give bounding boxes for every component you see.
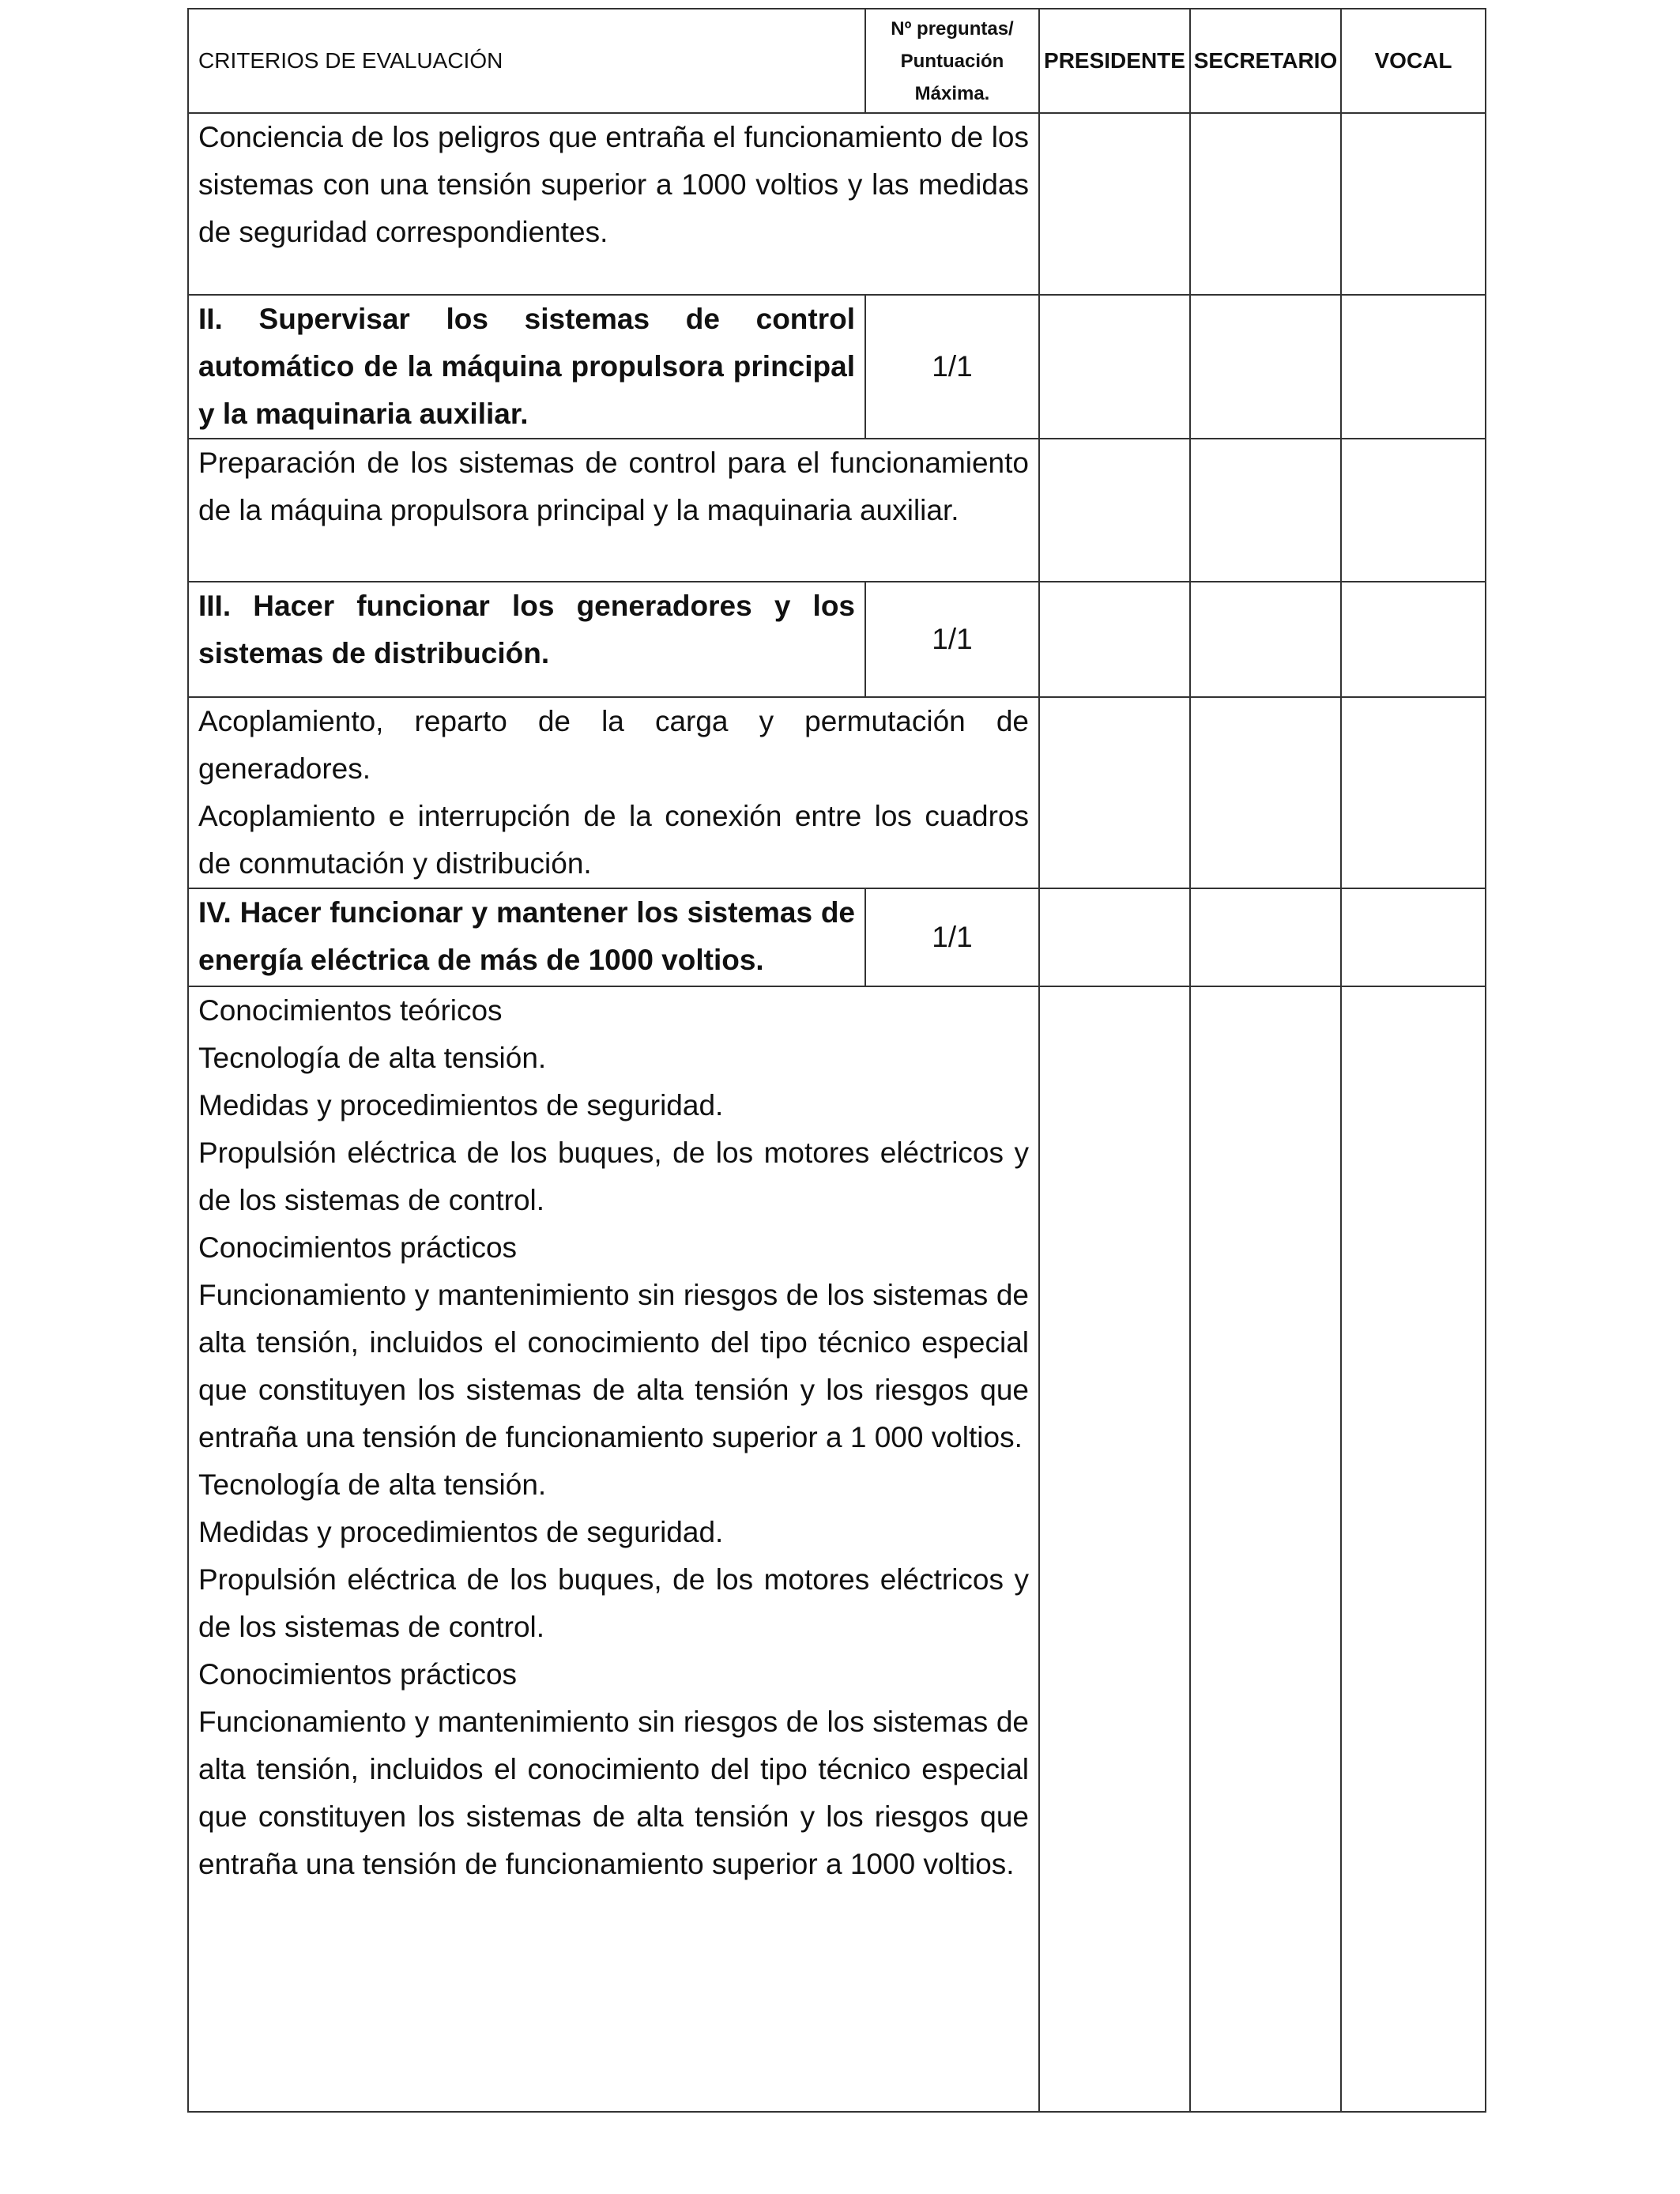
score-cell-presidente[interactable] <box>1039 439 1190 582</box>
score-cell-vocal[interactable] <box>1341 888 1486 986</box>
description-paragraph: Funcionamiento y mantenimiento sin riesgos de los sistemas de alta tensión, incluidos el conocimiento del tipo técnico especial que constituyen los sistemas de alta tensión y los riesgos que entraña una tensión de funcionamiento superior a 1 000 voltios. <box>198 1279 1029 1453</box>
score-cell-vocal[interactable] <box>1341 986 1486 2112</box>
score-cell-presidente[interactable] <box>1039 113 1190 295</box>
header-criterios: CRITERIOS DE EVALUACIÓN <box>188 9 865 113</box>
intro-description: Conciencia de los peligros que entraña el funcionamiento de los sistemas con una tensión superior a 1000 voltios y las medidas de seguridad correspondientes. <box>188 113 1039 295</box>
score-cell-vocal[interactable] <box>1341 295 1486 439</box>
description-paragraph: Acoplamiento e interrupción de la conexión entre los cuadros de conmutación y distribución. <box>198 800 1029 880</box>
header-secretario: SECRETARIO <box>1190 9 1341 113</box>
header-vocal: VOCAL <box>1341 9 1486 113</box>
competence-description: Preparación de los sistemas de control para el funcionamiento de la máquina propulsora principal y la maquinaria auxiliar. <box>188 439 1039 582</box>
description-paragraph: Acoplamiento, reparto de la carga y permutación de generadores. <box>198 705 1029 785</box>
score-cell-presidente[interactable] <box>1039 295 1190 439</box>
score-cell-presidente[interactable] <box>1039 888 1190 986</box>
score-cell-presidente[interactable] <box>1039 582 1190 697</box>
competence-score: 1/1 <box>865 582 1039 697</box>
competence-row <box>188 295 1486 439</box>
score-cell-presidente[interactable] <box>1039 986 1190 2112</box>
score-cell-presidente[interactable] <box>1039 697 1190 888</box>
score-cell-secretario[interactable] <box>1190 113 1341 295</box>
description-paragraph: Medidas y procedimientos de seguridad. <box>198 1089 724 1122</box>
header-presidente: PRESIDENTE <box>1039 9 1190 113</box>
description-paragraph: Funcionamiento y mantenimiento sin riesgos de los sistemas de alta tensión, incluidos el conocimiento del tipo técnico especial que constituyen los sistemas de alta tensión y los riesgos que entraña una tensión de funcionamiento superior a 1000 voltios. <box>198 1706 1029 1880</box>
description-paragraph: Medidas y procedimientos de seguridad. <box>198 1516 724 1548</box>
competence-score: 1/1 <box>865 295 1039 439</box>
header-preguntas-line3: Máxima. <box>914 82 990 104</box>
score-cell-secretario[interactable] <box>1190 295 1341 439</box>
header-preguntas-line1: Nº preguntas/ <box>891 17 1014 40</box>
header-row <box>188 9 1486 113</box>
header-preguntas <box>865 9 1039 113</box>
description-paragraph: Conocimientos teóricos <box>198 994 503 1027</box>
score-cell-vocal[interactable] <box>1341 697 1486 888</box>
score-cell-secretario[interactable] <box>1190 888 1341 986</box>
description-paragraph: Tecnología de alta tensión. <box>198 1468 547 1501</box>
intro-row <box>188 113 1486 295</box>
description-paragraph: Propulsión eléctrica de los buques, de los motores eléctricos y de los sistemas de control. <box>198 1563 1029 1643</box>
competence-row <box>188 582 1486 697</box>
competence-title: IV. Hacer funcionar y mantener los sistemas de energía eléctrica de más de 1000 voltios. <box>188 888 865 986</box>
competence-title: III. Hacer funcionar los generadores y los sistemas de distribución. <box>188 582 865 697</box>
competence-description <box>188 986 1039 2112</box>
description-paragraph: Tecnología de alta tensión. <box>198 1042 547 1074</box>
description-row <box>188 986 1486 2112</box>
description-row <box>188 697 1486 888</box>
header-preguntas-line2: Puntuación <box>900 50 1004 72</box>
evaluation-criteria-table <box>187 8 1486 2113</box>
description-row <box>188 439 1486 582</box>
competence-score: 1/1 <box>865 888 1039 986</box>
score-cell-secretario[interactable] <box>1190 697 1341 888</box>
score-cell-vocal[interactable] <box>1341 582 1486 697</box>
score-cell-vocal[interactable] <box>1341 439 1486 582</box>
score-cell-secretario[interactable] <box>1190 439 1341 582</box>
description-paragraph: Propulsión eléctrica de los buques, de los motores eléctricos y de los sistemas de control. <box>198 1137 1029 1216</box>
competence-row <box>188 888 1486 986</box>
description-paragraph: Conocimientos prácticos <box>198 1231 518 1264</box>
description-paragraph: Conocimientos prácticos <box>198 1658 518 1691</box>
score-cell-secretario[interactable] <box>1190 986 1341 2112</box>
score-cell-vocal[interactable] <box>1341 113 1486 295</box>
competence-title: II. Supervisar los sistemas de control automático de la máquina propulsora principal y la maquinaria auxiliar. <box>188 295 865 439</box>
score-cell-secretario[interactable] <box>1190 582 1341 697</box>
competence-description <box>188 697 1039 888</box>
